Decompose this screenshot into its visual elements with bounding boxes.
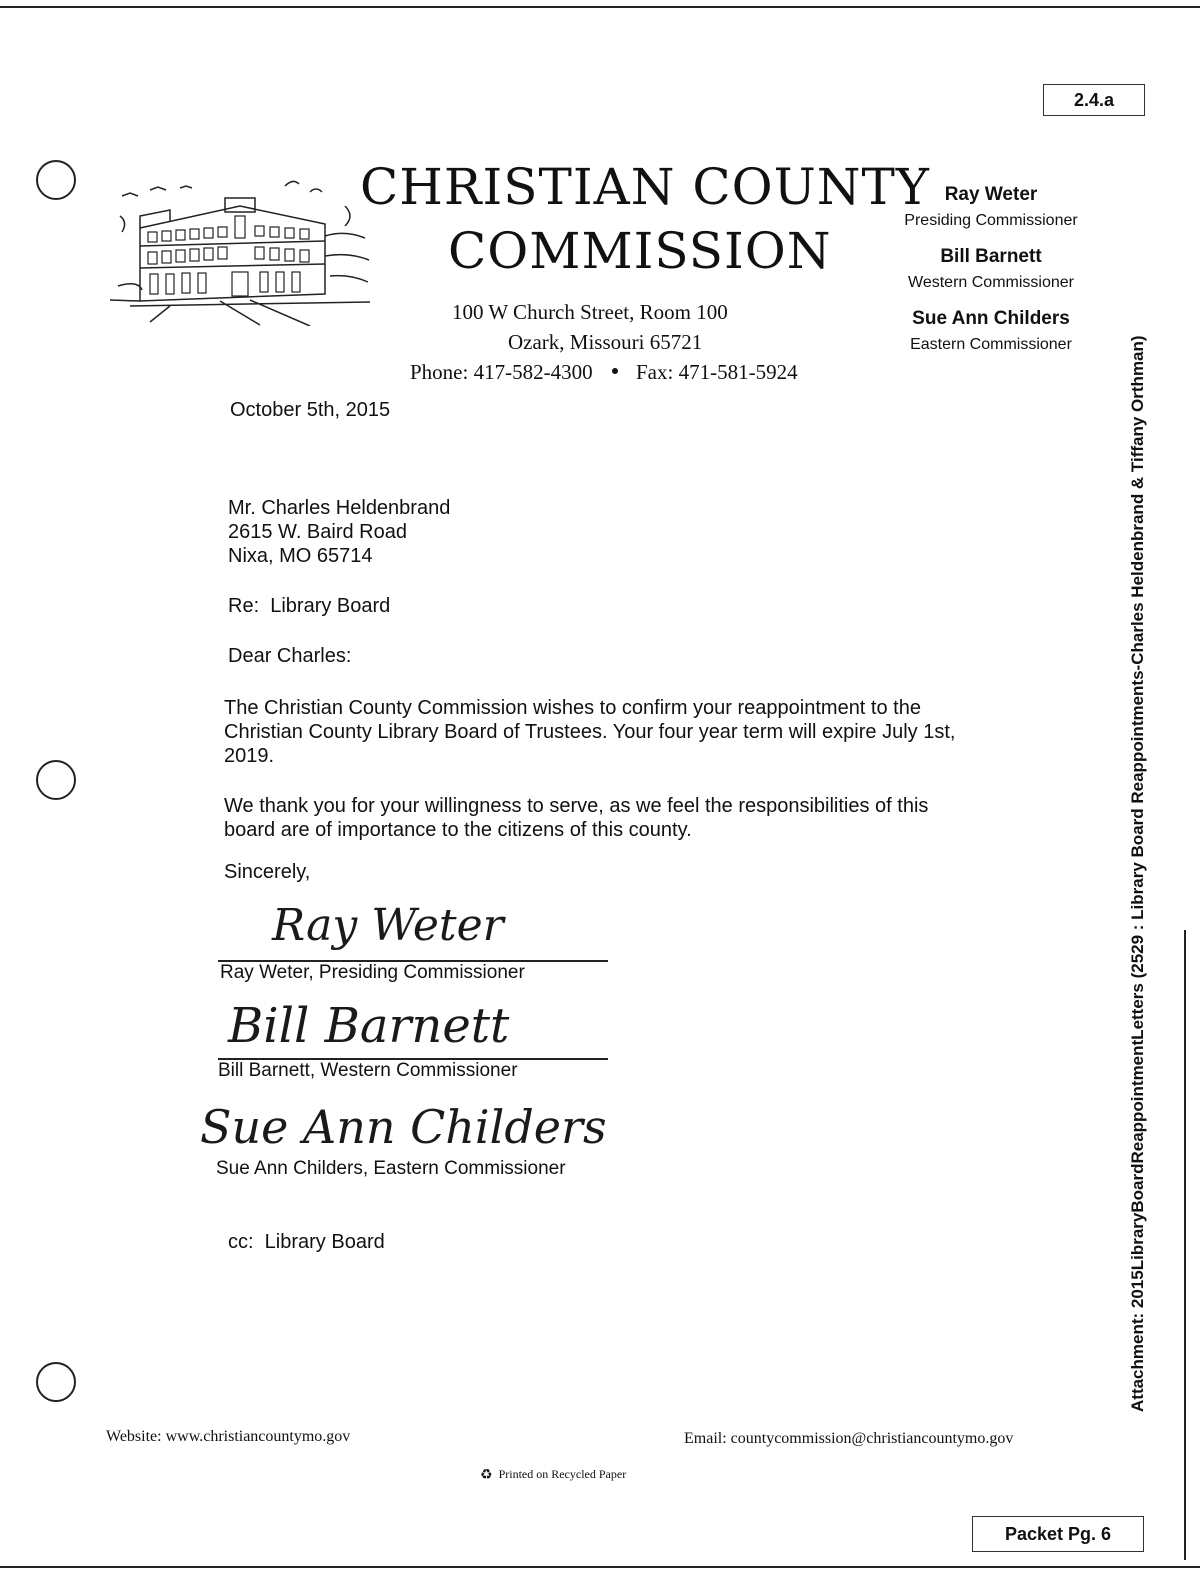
handwritten-signature: Sue Ann Childers [200, 1100, 607, 1154]
punch-hole-icon [36, 1362, 76, 1402]
cc-line: cc: Library Board [228, 1231, 385, 1253]
recycled-text: Printed on Recycled Paper [498, 1467, 627, 1481]
agenda-item-badge: 2.4.a [1043, 84, 1145, 116]
commissioner-name: Ray Weter [944, 184, 1038, 205]
commissioner-title: Presiding Commissioner [904, 212, 1078, 229]
bottom-border [0, 1566, 1200, 1568]
phone: Phone: 417-582-4300 [410, 360, 593, 384]
recipient-line: 2615 W. Baird Road [228, 521, 407, 543]
website: Website: www.christiancountymo.gov [106, 1428, 351, 1445]
recipient-line: Nixa, MO 65714 [228, 545, 373, 567]
letterhead-title-line1: CHRISTIAN COUNTY [360, 158, 930, 216]
email: Email: countycommission@christiancountymo.gov [684, 1430, 1014, 1447]
recipient-address [228, 496, 450, 568]
signature-caption: Sue Ann Childers, Eastern Commissioner [216, 1158, 566, 1179]
address-line2: Ozark, Missouri 65721 [508, 330, 703, 354]
paragraph: We thank you for your willingness to serve, as we feel the responsibilities of this board are of importance to the citizens of this county. [224, 795, 929, 841]
commissioner-name: Sue Ann Childers [912, 308, 1070, 329]
attachment-side-label: Attachment: 2015LibraryBoardReappointmentLetters (2529 : Library Board Reappointments-Charles Heldenbrand & Tiffany Orthman) [1128, 335, 1147, 1412]
re-line: Re: Library Board [228, 595, 391, 617]
attachment-rule [1184, 930, 1186, 1560]
commissioner-list [886, 184, 1096, 354]
signature-caption: Bill Barnett, Western Commissioner [218, 1060, 518, 1081]
punch-hole-icon [36, 160, 76, 200]
commissioner-title: Western Commissioner [908, 274, 1074, 291]
commissioner-name: Bill Barnett [940, 246, 1042, 267]
recipient-line: Mr. Charles Heldenbrand [228, 497, 451, 519]
signature-caption: Ray Weter, Presiding Commissioner [220, 962, 525, 983]
paragraph: The Christian County Commission wishes to confirm your reappointment to the Christian County Library Board of Trustees. Your four year term will expire July 1st, 2019. [224, 697, 956, 767]
recycled-notice [480, 1466, 626, 1483]
salutation: Dear Charles: [228, 645, 352, 667]
bullet-separator [612, 368, 618, 374]
courthouse-illustration-icon [110, 176, 380, 326]
handwritten-signature: Bill Barnett [228, 998, 510, 1054]
fax: Fax: 471-581-5924 [636, 360, 798, 384]
top-border [0, 6, 1200, 8]
punch-hole-icon [36, 760, 76, 800]
packet-page-badge: Packet Pg. 6 [972, 1516, 1144, 1552]
handwritten-signature: Ray Weter [272, 900, 504, 951]
letterhead-title-line2: COMMISSION [448, 222, 832, 280]
closing: Sincerely, [224, 861, 311, 883]
commissioner-title: Eastern Commissioner [910, 336, 1072, 353]
recycle-icon: ♻ [480, 1466, 493, 1482]
letter-date: October 5th, 2015 [230, 399, 391, 421]
address-line1: 100 W Church Street, Room 100 [452, 300, 728, 324]
